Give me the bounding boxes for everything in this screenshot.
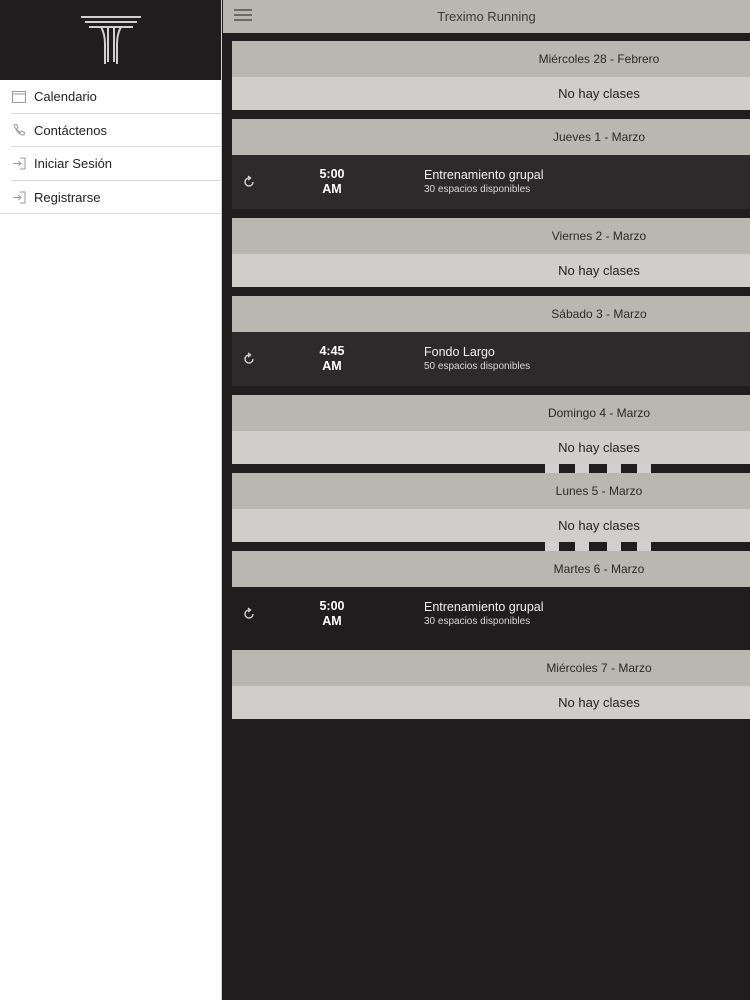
class-time-hour: 4:45 <box>319 344 345 358</box>
day-header-label: Miércoles 28 - Febrero <box>538 52 660 66</box>
day-header-label: Viernes 2 - Marzo <box>551 229 647 243</box>
class-spaces: 30 espacios disponibles <box>424 616 531 627</box>
class-time-hour: 5:00 <box>319 167 345 181</box>
class-name: Entrenamiento grupal <box>424 168 544 182</box>
class-time <box>292 344 372 374</box>
day-header <box>232 41 750 77</box>
calendar-icon <box>11 89 27 105</box>
no-classes-row <box>232 509 750 542</box>
sidebar <box>0 0 222 1000</box>
sidebar-item-iniciar-sesion[interactable] <box>0 147 221 181</box>
sidebar-item-contactenos[interactable] <box>0 114 221 148</box>
day-section <box>232 41 750 110</box>
sidebar-item-registrarse[interactable] <box>0 181 221 215</box>
top-navbar <box>223 0 750 33</box>
class-time-hour: 5:00 <box>319 599 345 613</box>
class-spaces: 30 espacios disponibles <box>424 184 531 195</box>
class-time <box>292 167 372 197</box>
class-info <box>424 168 544 196</box>
no-classes-row <box>232 431 750 464</box>
sidebar-item-calendario[interactable] <box>0 80 221 114</box>
no-classes-label: No hay clases <box>558 440 640 455</box>
app-title: Treximo Running <box>437 9 536 24</box>
class-time-period: AM <box>322 182 342 196</box>
sidebar-menu <box>0 80 221 214</box>
day-header <box>232 395 750 431</box>
class-info <box>424 345 530 373</box>
sidebar-item-label: Calendario <box>34 89 97 105</box>
day-header-label: Domingo 4 - Marzo <box>547 406 651 420</box>
day-section <box>232 551 750 641</box>
login-icon <box>11 156 27 172</box>
day-header <box>232 650 750 686</box>
recurring-icon <box>242 607 256 621</box>
schedule-feed <box>232 41 750 728</box>
recurring-icon <box>242 352 256 366</box>
day-header <box>232 218 750 254</box>
class-spaces: 50 espacios disponibles <box>424 361 531 372</box>
day-header-label: Sábado 3 - Marzo <box>551 307 647 321</box>
treximo-logo-icon <box>79 14 143 66</box>
no-classes-label: No hay clases <box>558 695 640 710</box>
day-header-label: Lunes 5 - Marzo <box>555 484 643 498</box>
class-name: Fondo Largo <box>424 345 495 359</box>
day-section <box>232 473 750 542</box>
day-section <box>232 218 750 287</box>
no-classes-row <box>232 254 750 287</box>
no-classes-label: No hay clases <box>558 86 640 101</box>
recurring-icon <box>242 175 256 189</box>
day-header-label: Miércoles 7 - Marzo <box>546 661 652 675</box>
no-classes-row <box>232 686 750 719</box>
day-section <box>232 395 750 464</box>
sidebar-item-label: Contáctenos <box>34 122 107 138</box>
class-info <box>424 600 544 628</box>
class-time-period: AM <box>322 614 342 628</box>
day-header-label: Martes 6 - Marzo <box>553 562 645 576</box>
class-row[interactable] <box>232 155 750 209</box>
day-section <box>232 119 750 209</box>
phone-icon <box>11 122 27 138</box>
day-header <box>232 473 750 509</box>
sidebar-item-label: Iniciar Sesión <box>34 156 113 172</box>
class-row[interactable] <box>232 587 750 641</box>
class-row[interactable] <box>232 332 750 386</box>
class-name: Entrenamiento grupal <box>424 600 544 614</box>
main-content <box>223 0 750 1000</box>
day-section <box>232 650 750 719</box>
day-header-label: Jueves 1 - Marzo <box>552 130 646 144</box>
sidebar-item-label: Registrarse <box>34 189 101 205</box>
day-section <box>232 296 750 386</box>
no-classes-row <box>232 77 750 110</box>
day-header <box>232 296 750 332</box>
register-icon <box>11 189 27 205</box>
no-classes-label: No hay clases <box>558 263 640 278</box>
day-header <box>232 551 750 587</box>
class-time <box>292 599 372 629</box>
class-time-period: AM <box>322 359 342 373</box>
sidebar-logo-area <box>0 0 221 80</box>
no-classes-label: No hay clases <box>558 518 640 533</box>
day-header <box>232 119 750 155</box>
